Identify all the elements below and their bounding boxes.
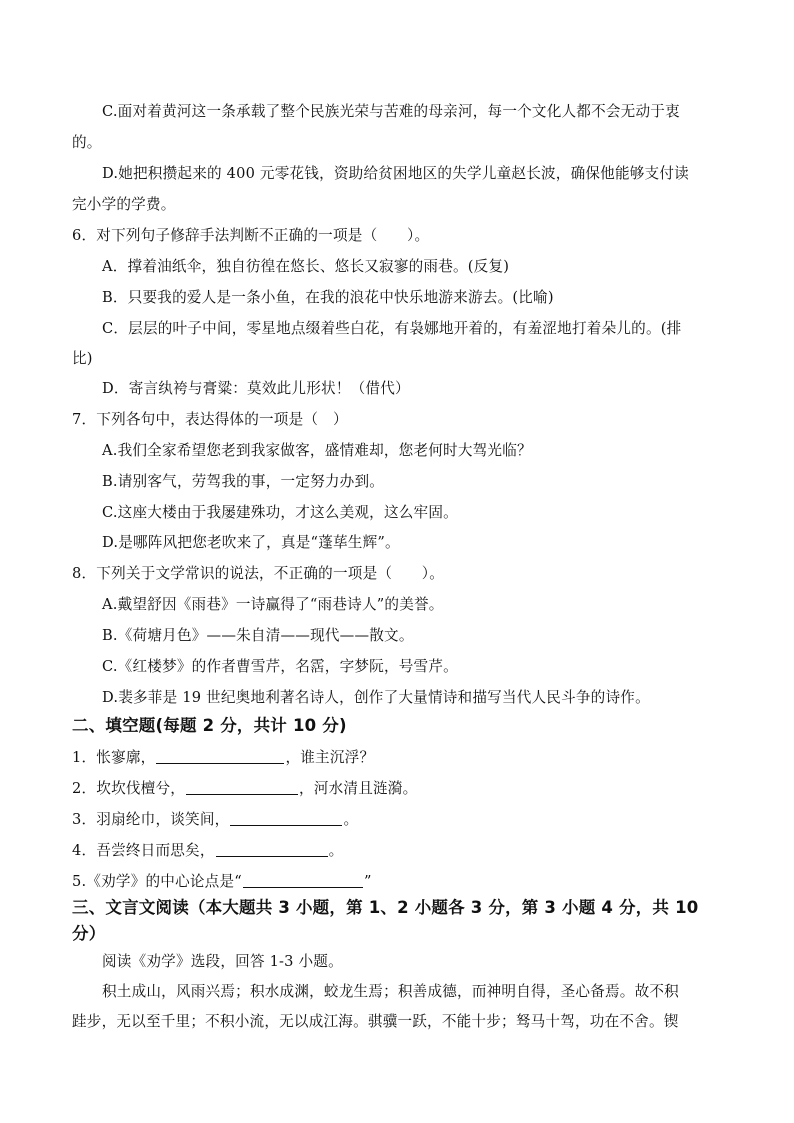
q8-stem: 8．下列关于文学常识的说法，不正确的一项是（ ）。 — [72, 565, 445, 582]
fill-item-5-after: ” — [363, 873, 372, 890]
q7-stem: 7．下列各句中，表达得体的一项是（ ） — [72, 411, 348, 428]
fill-blank-2[interactable] — [186, 780, 298, 795]
fill-item-2-after: ，河水清且涟漪。 — [299, 780, 418, 797]
q8-option-c: C.《红楼梦》的作者曹雪芹，名霑，字梦阮，号雪芹。 — [102, 658, 458, 675]
q5-option-c-line2: 的。 — [72, 134, 102, 151]
q7-option-b: B.请别客气，劳驾我的事，一定努力办到。 — [102, 473, 385, 490]
passage-line2: 跬步，无以至千里；不积小流，无以成江海。骐骥一跃，不能十步；驽马十驾，功在不舍。锲 — [72, 1013, 679, 1030]
fill-item-3-after: 。 — [343, 811, 359, 828]
fill-item-3 — [72, 810, 358, 830]
q6-option-c-line1: C．层层的叶子中间，零星地点缀着些白花，有袅娜地开着的，有羞涩地打着朵儿的。(排 — [102, 320, 682, 337]
fill-item-1-before: 1．怅寥廓， — [72, 749, 156, 766]
fill-item-5-before: 5.《劝学》的中心论点是“ — [72, 873, 242, 890]
q6-option-d: D．寄言纨袴与膏粱：莫效此儿形状！（借代） — [102, 380, 410, 397]
fill-item-2-before: 2．坎坎伐檀兮， — [72, 780, 186, 797]
q6-option-b: B．只要我的爱人是一条小鱼，在我的浪花中快乐地游来游去。(比喻) — [102, 289, 554, 306]
q6-option-a: A．撑着油纸伞，独自彷徨在悠长、悠长又寂寥的雨巷。(反复) — [102, 258, 510, 275]
fill-item-3-before: 3．羽扇纶巾，谈笑间， — [72, 811, 230, 828]
fill-item-1-after: ，谁主沉浮？ — [285, 749, 375, 766]
fill-item-4-after: 。 — [328, 842, 344, 859]
q5-option-c-line1: C.面对着黄河这一条承载了整个民族光荣与苦难的母亲河，每一个文化人都不会无动于衷 — [102, 103, 680, 120]
q7-option-a: A.我们全家希望您老到我家做客，盛情难却，您老何时大驾光临？ — [102, 442, 532, 459]
fill-item-4 — [72, 841, 343, 861]
q5-option-d-line1: D.她把积攒起来的 400 元零花钱，资助给贫困地区的失学儿童赵长波，确保他能够支付读 — [102, 165, 689, 182]
section3-heading-line2: 分） — [72, 924, 106, 943]
q6-stem: 6．对下列句子修辞手法判断不正确的一项是（ ）。 — [72, 227, 430, 244]
fill-item-5 — [72, 872, 372, 892]
fill-item-4-before: 4．吾尝终日而思矣， — [72, 842, 215, 859]
section3-intro: 阅读《劝学》选段，回答 1-3 小题。 — [102, 953, 343, 970]
fill-blank-4[interactable] — [216, 842, 328, 857]
section3-heading-line1: 三、文言文阅读（本大题共 3 小题，第 1、2 小题各 3 分，第 3 小题 4 分，共 10 — [72, 898, 699, 917]
q8-option-b: B.《荷塘月色》——朱自清——现代——散文。 — [102, 627, 414, 644]
q7-option-d: D.是哪阵风把您老吹来了，真是“蓬荜生辉”。 — [102, 534, 400, 551]
q8-option-d: D.裴多菲是 19 世纪奥地利著名诗人，创作了大量情诗和描写当代人民斗争的诗作。 — [102, 689, 650, 706]
fill-item-1 — [72, 748, 374, 768]
q5-option-d-line2: 完小学的学费。 — [72, 196, 176, 213]
passage-line1: 积土成山，风雨兴焉；积水成渊，蛟龙生焉；积善成德，而神明自得，圣心备焉。故不积 — [102, 983, 679, 1000]
fill-blank-3[interactable] — [230, 811, 342, 826]
q7-option-c: C.这座大楼由于我屡建殊功，才这么美观，这么牢固。 — [102, 504, 458, 521]
fill-item-2 — [72, 779, 417, 799]
section2-heading: 二、填空题(每题 2 分，共计 10 分) — [72, 716, 347, 735]
fill-blank-5[interactable] — [243, 873, 363, 888]
fill-blank-1[interactable] — [156, 749, 284, 764]
q8-option-a: A.戴望舒因《雨巷》一诗赢得了“雨巷诗人”的美誉。 — [102, 596, 444, 613]
q6-option-c-line2: 比) — [72, 350, 93, 367]
